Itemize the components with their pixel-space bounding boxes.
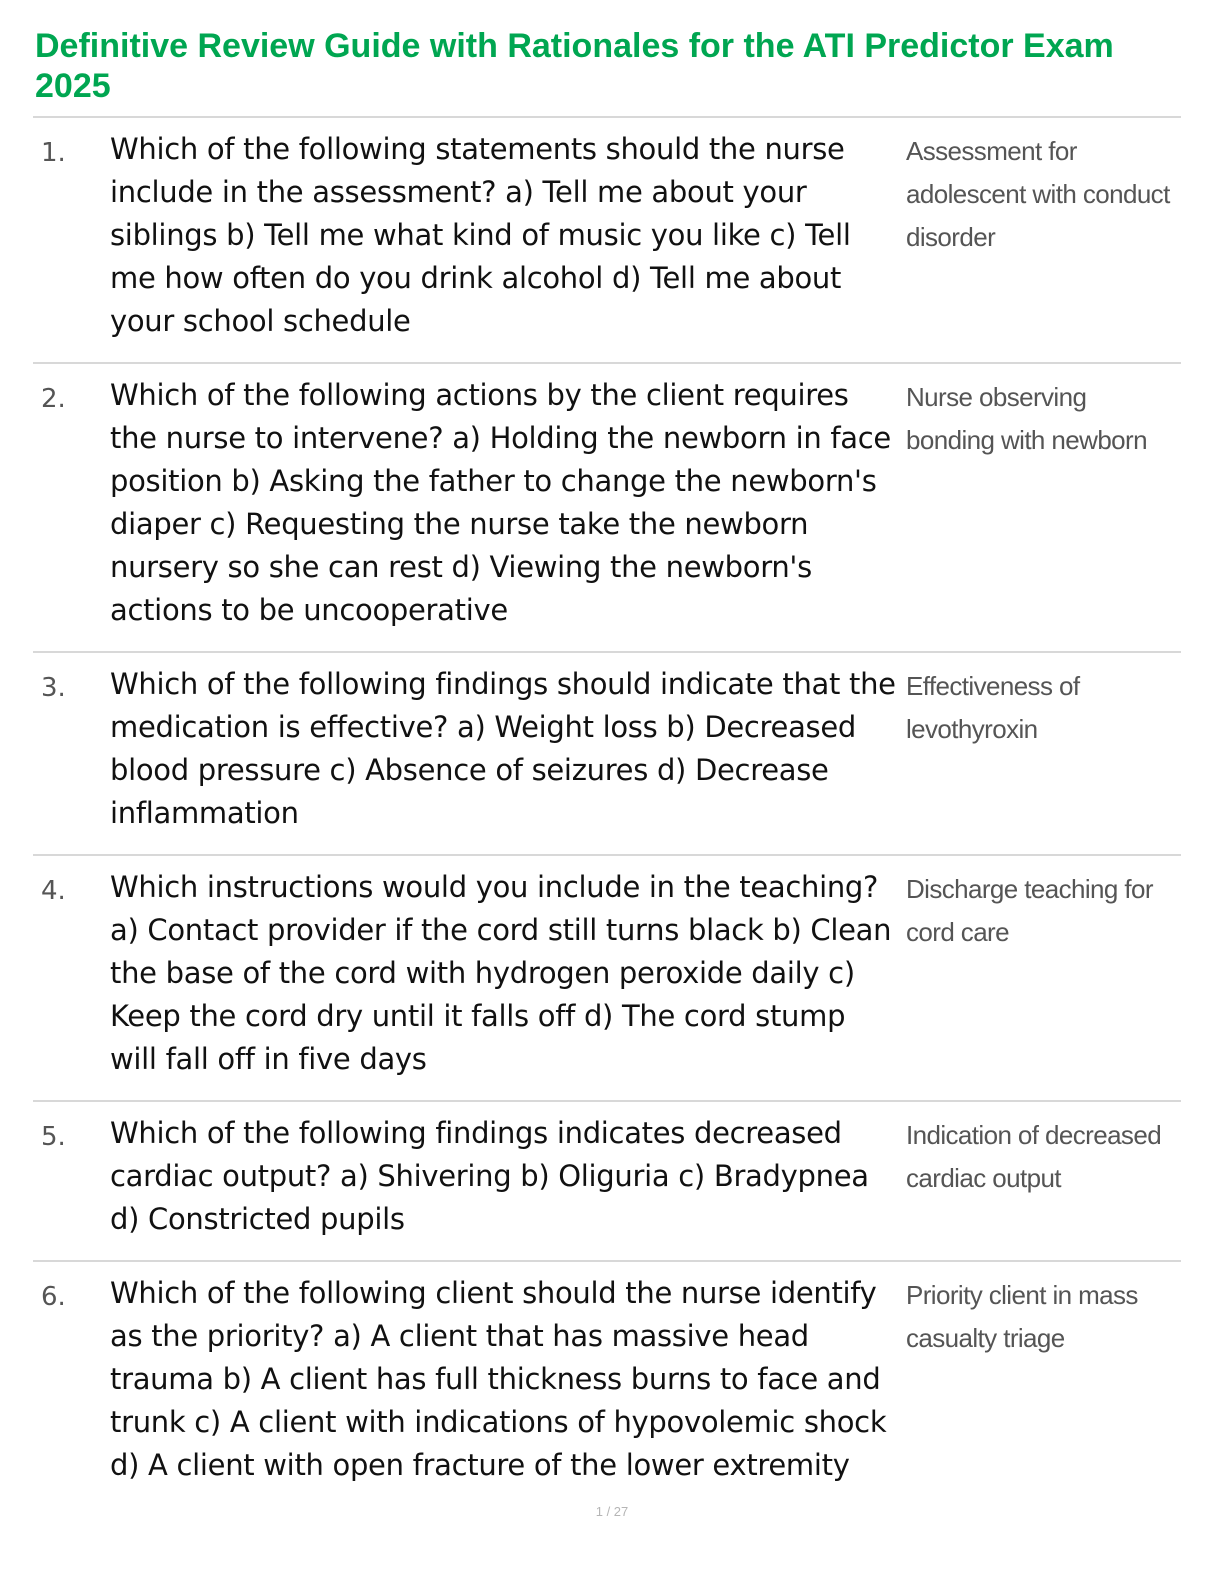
question-number: 1. <box>41 138 66 168</box>
question-number: 4. <box>41 876 66 906</box>
question-text: Which instructions would you include in the teaching? a) Contact provider if the cord still turns black b) Clean the base of the cord with hydrogen peroxide daily c) Keep the cord dry until it falls off d) The cord stump will fall off in five days <box>110 870 892 1076</box>
question-text: Which of the following actions by the client requires the nurse to intervene? a) Holding the newborn in face position b) Asking the father to change the newborn's diaper c) Requesting the nurse take the newborn nursery so she can rest d) Viewing the newborn's actions to be uncooperative <box>110 378 891 627</box>
question-topic: Effectiveness of levothyroxin <box>906 671 1080 744</box>
question-item <box>33 364 1181 653</box>
question-item <box>33 1262 1181 1498</box>
question-topic: Assessment for adolescent with conduct disorder <box>906 136 1170 252</box>
question-topic: Indication of decreased cardiac output <box>906 1120 1162 1193</box>
question-topic: Priority client in mass casualty triage <box>906 1280 1138 1353</box>
question-number: 2. <box>41 384 66 414</box>
question-item <box>33 856 1181 1102</box>
question-topic: Discharge teaching for cord care <box>906 874 1153 947</box>
question-item <box>33 653 1181 856</box>
question-number: 5. <box>41 1122 66 1152</box>
question-text: Which of the following findings indicates decreased cardiac output? a) Shivering b) Oliguria c) Bradypnea d) Constricted pupils <box>110 1116 869 1236</box>
question-text: Which of the following statements should the nurse include in the assessment? a) Tell me about your siblings b) Tell me what kind of music you like c) Tell me how often do you drink alcohol d) Tell me about your school schedule <box>110 132 851 338</box>
page-indicator: 1 / 27 <box>595 1504 629 1519</box>
question-item <box>33 1102 1181 1262</box>
question-topic: Nurse observing bonding with newborn <box>906 382 1147 455</box>
question-text: Which of the following client should the nurse identify as the priority? a) A client that has massive head trauma b) A client has full thickness burns to face and trunk c) A client with indications of hypovolemic shock d) A client with open fracture of the lower extremity <box>110 1276 887 1482</box>
question-text: Which of the following findings should indicate that the medication is effective? a) Weight loss b) Decreased blood pressure c) Absence of seizures d) Decrease inflammation <box>110 667 896 830</box>
question-item <box>33 118 1181 364</box>
question-number: 6. <box>41 1282 66 1312</box>
question-list <box>33 118 1181 1498</box>
page-title: Definitive Review Guide with Rationales for the ATI Predictor Exam 2025 <box>35 27 1114 105</box>
question-number: 3. <box>41 673 66 703</box>
